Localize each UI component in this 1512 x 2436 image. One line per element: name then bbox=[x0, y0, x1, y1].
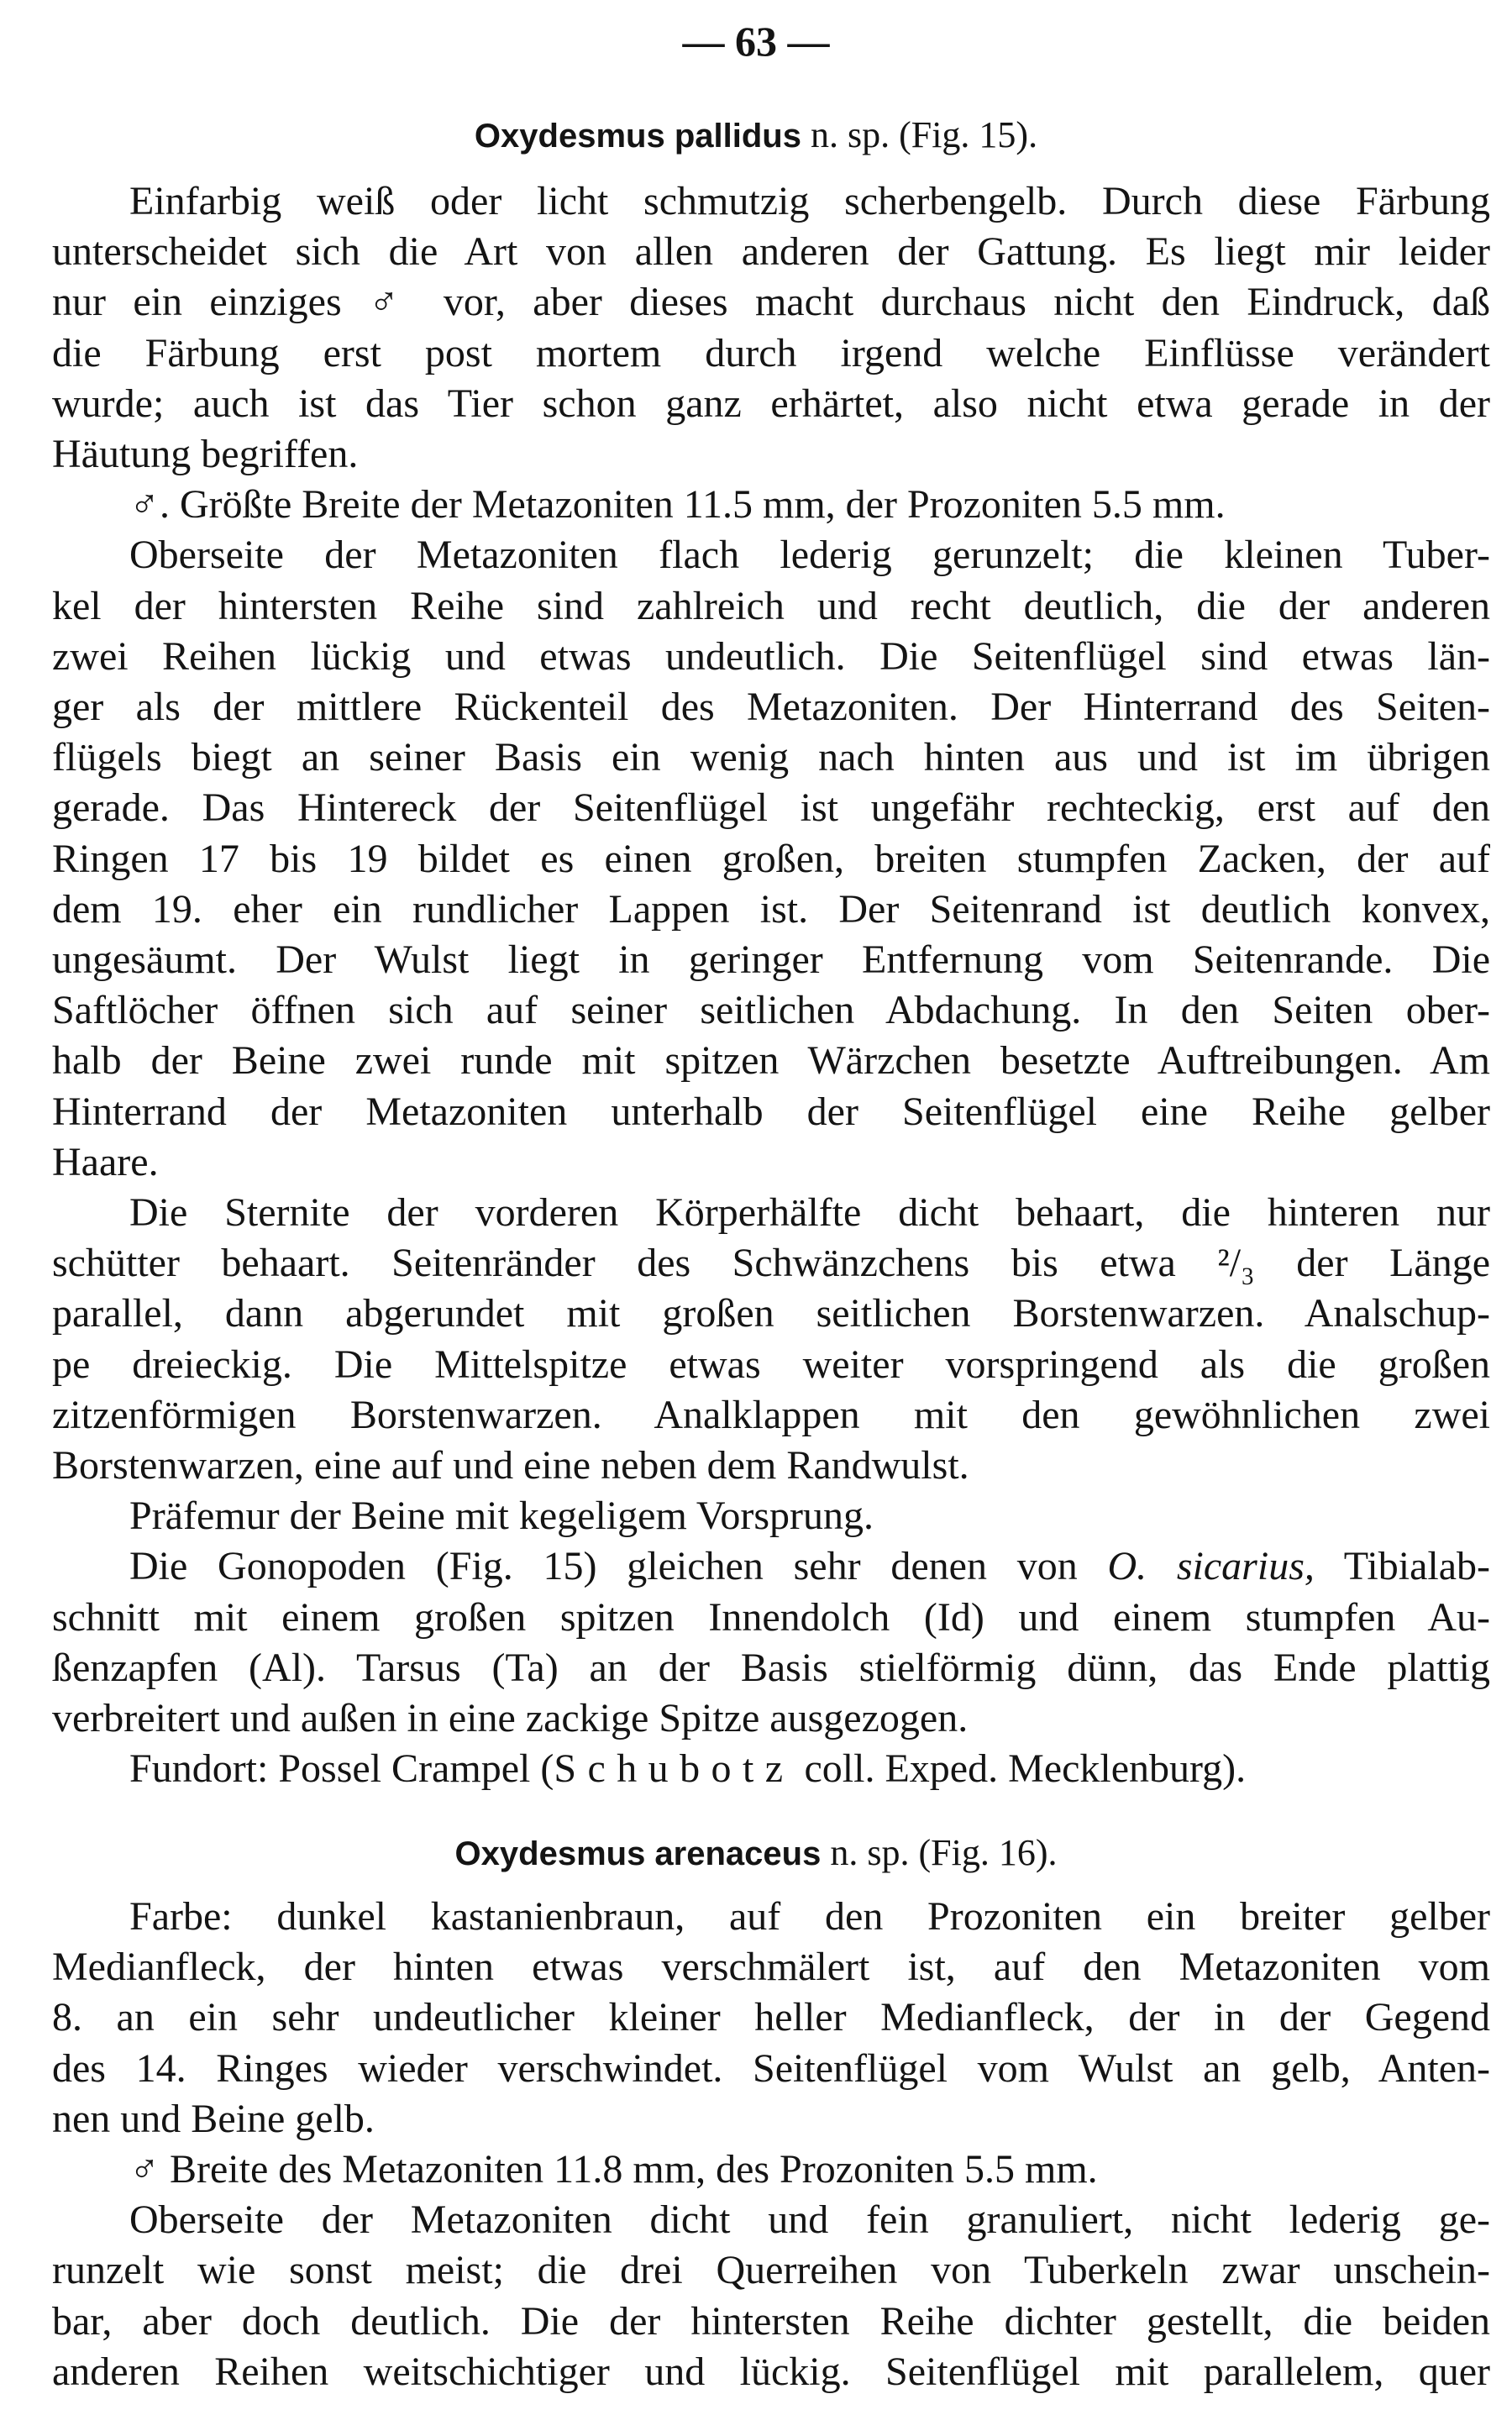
text-line: Oberseite der Metazoniten flach lederig gerunzelt; die kleinen Tuber- bbox=[129, 533, 1490, 578]
text-line: verbreitert und außen in eine zackige Spitze ausgezogen. bbox=[52, 1696, 969, 1741]
text-line: zwei Reihen lückig und etwas undeutlich. Die Seitenflügel sind etwas län- bbox=[52, 633, 1490, 679]
text-line: halb der Beine zwei runde mit spitzen Wärzchen besetzte Auftreibungen. Am bbox=[52, 1038, 1490, 1084]
text-line: nur ein einziges ♂ vor, aber dieses macht durchaus nicht den Eindruck, daß bbox=[52, 280, 1490, 325]
paragraph bbox=[52, 2195, 1490, 2397]
text-line: bar, aber doch deutlich. Die der hintersten Reihe dichter gestellt, die beiden bbox=[52, 2298, 1490, 2344]
text-line: Medianfleck, der hinten etwas verschmälert ist, auf den Metazoniten vom bbox=[52, 1945, 1490, 1990]
text-line: 8. an ein sehr undeutlicher kleiner heller Medianfleck, der in der Gegend bbox=[52, 1995, 1490, 2040]
text-line: zitzenförmigen Borstenwarzen. Analklappen mit den gewöhnlichen zwei bbox=[52, 1392, 1490, 1437]
paragraph bbox=[52, 1491, 1490, 1541]
text-line: Die Sternite der vorderen Körperhälfte dicht behaart, die hinteren nur bbox=[129, 1190, 1490, 1236]
section-body-pallidus bbox=[52, 176, 1490, 1795]
text-line: ungesäumt. Der Wulst liegt in geringer Entfernung vom Seitenrande. Die bbox=[52, 937, 1490, 983]
page-number: — 63 — bbox=[682, 18, 830, 65]
text-line: Haare. bbox=[52, 1139, 159, 1184]
text-line: ger als der mittlere Rückenteil des Metazoniten. Der Hinterrand des Seiten- bbox=[52, 685, 1490, 730]
heading-suffix: n. sp. (Fig. 15). bbox=[801, 114, 1038, 155]
text-line: ßenzapfen (Al). Tarsus (Ta) an der Basis stielförmig dünn, das Ende plattig bbox=[52, 1645, 1490, 1690]
text-line bbox=[52, 1744, 1490, 1794]
text-line: wurde; auch ist das Tier schon ganz erhärtet, also nicht etwa gerade in der bbox=[52, 381, 1490, 426]
text-line: ♂ Breite des Metazoniten 11.8 mm, des Prozoniten 5.5 mm. bbox=[129, 2147, 1098, 2192]
paragraph bbox=[52, 480, 1490, 530]
paragraph bbox=[52, 1188, 1490, 1491]
text-line: Saftlöcher öffnen sich auf seiner seitlichen Abdachung. In den Seiten ober- bbox=[52, 988, 1490, 1033]
locality-label: Fundort: Possel Crampel ( bbox=[129, 1746, 554, 1792]
text-run: Die Gonopoden (Fig. 15) gleichen sehr denen von bbox=[129, 1544, 1108, 1589]
paragraph-gonopods bbox=[52, 1541, 1490, 1744]
text-line: ♂. Größte Breite der Metazoniten 11.5 mm, der Prozoniten 5.5 mm. bbox=[129, 482, 1226, 528]
section-body-arenaceus bbox=[52, 1892, 1490, 2397]
text-line: Farbe: dunkel kastanienbraun, auf den Prozoniten ein breiter gelber bbox=[129, 1894, 1490, 1939]
text-line: gerade. Das Hintereck der Seitenflügel ist ungefähr rechteckig, erst auf den bbox=[52, 785, 1490, 831]
text-run: Tibialab- bbox=[1314, 1544, 1490, 1589]
text-line: pe dreieckig. Die Mittelspitze etwas weiter vorspringend als die großen bbox=[52, 1341, 1490, 1387]
text-line: Häutung begriffen. bbox=[52, 432, 359, 477]
text-line: schütter behaart. Seitenränder des Schwänzchens bis etwa ²/₃ der Länge bbox=[52, 1241, 1490, 1286]
text-line: dem 19. eher ein rundlicher Lappen ist. Der Seitenrand ist deutlich konvex, bbox=[52, 886, 1490, 932]
text-line: Präfemur der Beine mit kegeligem Vorsprung. bbox=[129, 1494, 874, 1539]
text-line: Ringen 17 bis 19 bildet es einen großen, breiten stumpfen Zacken, der auf bbox=[52, 836, 1490, 881]
text-line: Borstenwarzen, eine auf und eine neben dem Randwulst. bbox=[52, 1443, 969, 1488]
species-name: Oxydesmus pallidus bbox=[474, 118, 801, 155]
text-line: die Färbung erst post mortem durch irgend welche Einflüsse verändert bbox=[52, 330, 1490, 375]
heading-suffix: n. sp. (Fig. 16). bbox=[821, 1832, 1058, 1873]
text-line: flügels biegt an seiner Basis ein wenig nach hinten aus und ist im übrigen bbox=[52, 735, 1490, 780]
text-line: kel der hintersten Reihe sind zahlreich und recht deutlich, die der anderen bbox=[52, 583, 1490, 628]
text-line: parallel, dann abgerundet mit großen seitlichen Borstenwarzen. Analschup- bbox=[52, 1291, 1490, 1336]
section-heading-oxydesmus-pallidus bbox=[0, 113, 1512, 156]
text-line: runzelt wie sonst meist; die drei Querreihen von Tuberkeln zwar unschein- bbox=[52, 2248, 1490, 2293]
text-line: anderen Reihen weitschichtiger und lückig. Seitenflügel mit parallelem, quer bbox=[52, 2349, 1490, 2394]
collector-name: Schubotz bbox=[554, 1746, 795, 1792]
text-line bbox=[52, 1541, 1490, 1592]
paragraph bbox=[52, 530, 1490, 1188]
text-line: schnitt mit einem großen spitzen Innendolch (Id) und einem stumpfen Au- bbox=[52, 1594, 1490, 1640]
paragraph bbox=[52, 2145, 1490, 2195]
paragraph bbox=[52, 1892, 1490, 2145]
text-line: des 14. Ringes wieder verschwindet. Seitenflügel vom Wulst an gelb, Anten- bbox=[52, 2045, 1490, 2091]
paragraph-fundort bbox=[52, 1744, 1490, 1794]
expedition-text: coll. Exped. Mecklenburg). bbox=[794, 1746, 1247, 1792]
section-heading-oxydesmus-arenaceus bbox=[0, 1831, 1512, 1874]
species-reference: O. sicarius, bbox=[1107, 1544, 1315, 1589]
text-line: Hinterrand der Metazoniten unterhalb der Seitenflügel eine Reihe gelber bbox=[52, 1089, 1490, 1134]
text-line: unterscheidet sich die Art von allen anderen der Gattung. Es liegt mir leider bbox=[52, 229, 1490, 275]
species-name: Oxydesmus arenaceus bbox=[454, 1835, 822, 1872]
text-line: nen und Beine gelb. bbox=[52, 2096, 375, 2141]
text-line: Einfarbig weiß oder licht schmutzig scherbengelb. Durch diese Färbung bbox=[129, 179, 1490, 223]
paragraph bbox=[52, 176, 1490, 480]
text-line: Oberseite der Metazoniten dicht und fein granuliert, nicht lederig ge- bbox=[129, 2197, 1490, 2243]
